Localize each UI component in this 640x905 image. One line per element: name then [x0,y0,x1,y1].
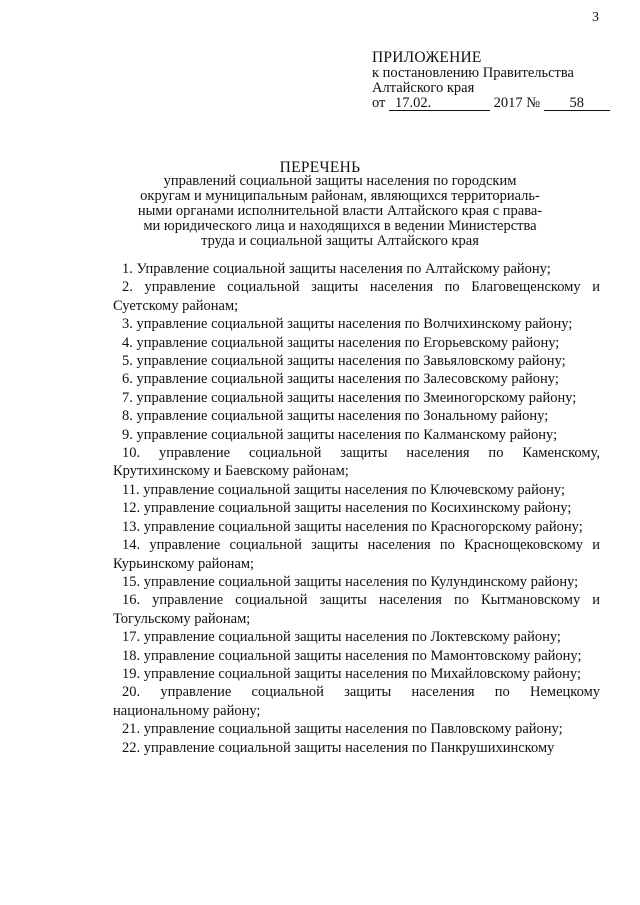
list-item: 17. управление социальной защиты населения по Локтевскому району; [122,629,561,646]
list-item: 18. управление социальной защиты населения по Мамонтовскому району; [122,647,582,664]
list-item: 14. управление социальной защиты населения по Краснощековскому и Курьинскому районам; [113,537,600,572]
list-item: 2. управление социальной защиты населения по Благовещенскому и Суетскому районам; [113,279,600,314]
subtitle-line: ными органами исполнительной власти Алтайского края с права- [137,203,543,219]
subtitle-line: ми юридического лица и находящихся в ведении Министерства [143,218,537,234]
list-item: 9. управление социальной защиты населения по Калманскому району; [122,426,558,443]
list-item: 22. управление социальной защиты населения по Панкрушихинскому [122,739,555,756]
list-item: 19. управление социальной защиты населения по Михайловскому району; [122,665,581,682]
list-item: 8. управление социальной защиты населения по Зональному району; [122,408,549,425]
list-item: 12. управление социальной защиты населения по Косихинскому району; [122,500,572,517]
appendix-block [372,50,622,111]
appendix-resolution-line: к постановлению Правительства [372,65,574,81]
list-item: 21. управление социальной защиты населения по Павловскому району; [122,721,563,738]
subtitle-line: управлений социальной защиты населения по городским [163,173,517,189]
date-value: 17.02. [389,97,490,111]
appendix-title: ПРИЛОЖЕНИЕ [372,49,482,66]
appendix-date-line [372,96,622,111]
list-subtitle [110,174,570,249]
list-item: 20. управление социальной защиты населения по Немецкому национальному району; [113,684,600,719]
resolution-number: 58 [544,97,610,111]
list-item: 6. управление социальной защиты населения по Залесовскому району; [122,371,559,388]
page-number: 3 [592,10,599,25]
list-item: 11. управление социальной защиты населения по Ключевскому району; [122,481,565,498]
subtitle-line: труда и социальной защиты Алтайского края [201,233,479,249]
list-item: 1. Управление социальной защиты населения по Алтайскому району; [122,261,551,277]
list-item: 5. управление социальной защиты населения по Завьяловскому району; [122,353,566,370]
list-item: 7. управление социальной защиты населения по Змеиногорскому району; [122,389,577,406]
list-item: 15. управление социальной защиты населения по Кулундинскому району; [122,573,579,590]
list-item: 13. управление социальной защиты населения по Красногорскому району; [122,518,583,535]
list-item: 16. управление социальной защиты населения по Кытмановскому и Тогульскому районам; [113,592,600,627]
list-item: 3. управление социальной защиты населения по Волчихинскому району; [122,316,573,333]
subtitle-line: округам и муниципальным районам, являющихся территориаль- [140,188,540,204]
date-prefix: от [372,95,386,111]
list-title: ПЕРЕЧЕНЬ [279,159,361,176]
list-item: 4. управление социальной защиты населения по Егорьевскому району; [122,334,560,351]
year-number-label: 2017 № [493,95,541,111]
office-list [113,260,600,757]
appendix-region-line: Алтайского края [372,80,475,96]
list-item: 10. управление социальной защиты населения по Каменскому, Крутихинскому и Баевскому районам; [113,445,600,480]
